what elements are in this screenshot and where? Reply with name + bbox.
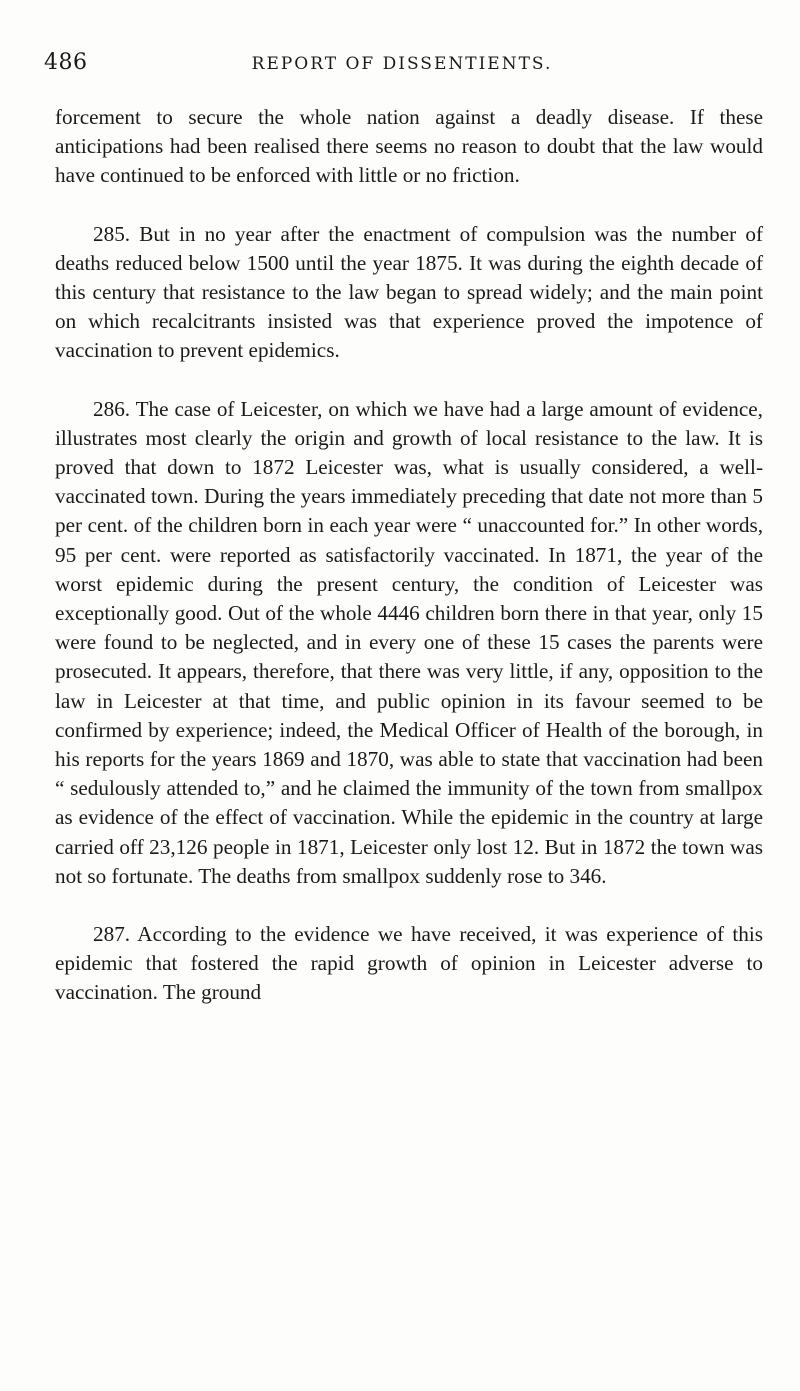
paragraph-text: According to the evidence we have received, it was experience of this epidemic that fostered the rapid growth of opinion in Leicester adverse to vaccination. The ground [55,922,763,1005]
paragraph-continued [55,103,763,191]
paragraph-number: 286. [93,396,131,421]
paragraph-number: 287. [93,922,131,947]
paragraph-text: But in no year after the enactment of compulsion was the number of deaths reduced below 1500 until the year 1875. It was during the eighth decade of this century that resistance to the law began to spread widely; and the main point on which recalcitrants insisted was that experience proved the impotence of vaccination to prevent epidemics. [55,221,764,363]
page-number: 486 [44,50,88,75]
body-text [55,103,763,1037]
paragraph-285 [55,220,763,366]
running-head: REPORT OF DISSENTIENTS. [251,54,553,74]
paragraph-286 [55,395,763,891]
page-header [44,50,760,84]
paragraph-287 [55,920,763,1008]
paragraph-text: forcement to secure the whole nation against a deadly disease. If these anticipations had been realised there seems no reason to doubt that the law would have continued to be enforced with little or no friction. [55,105,763,188]
paragraph-number: 285. [93,221,131,246]
paragraph-text: The case of Leicester, on which we have had a large amount of evidence, illustrates most clearly the origin and growth of local resistance to the law. It is proved that down to 1872 Leicester was, what is usually considered, a well-vaccinated town. During the years immediately preceding that date not more than 5 per cent. of the children born in each year were “ unaccounted for.” In other words, 95 per cent. were reported as satisfactorily vaccinated. In 1871, the year of the worst epidemic during the present century, the condition of Leicester was exceptionally good. Out of the whole 4446 children born there in that year, only 15 were found to be neglected, and in every one of these 15 cases the parents were prosecuted. It appears, therefore, that there was very little, if any, opposition to the law in Leicester at that time, and public opinion in its favour seemed to be confirmed by experience; indeed, the Medical Officer of Health of the borough, in his reports for the years 1869 and 1870, was able to state that vaccination had been “ sedulously attended to,” and he claimed the immunity of the town from smallpox as evidence of the effect of vaccination. While the epidemic in the country at large carried off 23,126 people in 1871, Leicester only lost 12. But in 1872 the town was not so fortunate. The deaths from smallpox suddenly rose to 346. [55,396,763,888]
